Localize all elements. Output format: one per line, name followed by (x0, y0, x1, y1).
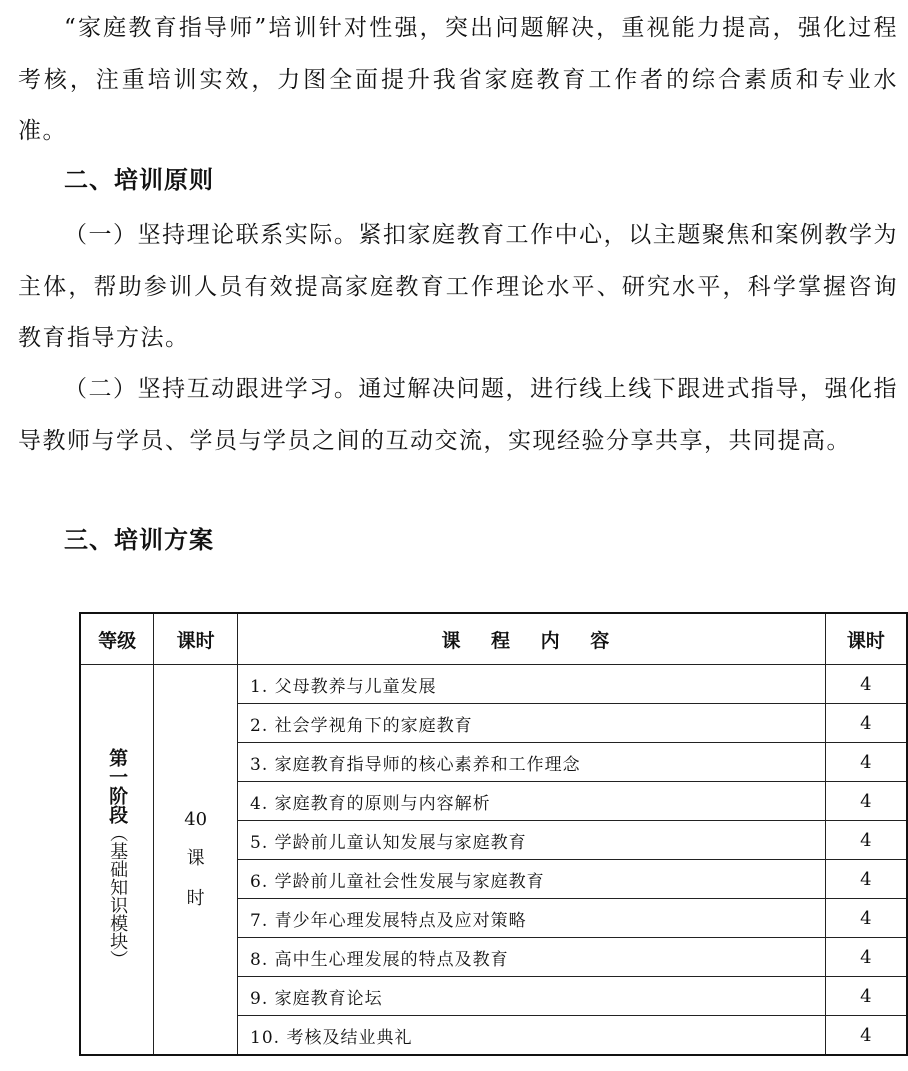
section-heading-principles: 二、培训原则 (64, 166, 214, 194)
hours-cell: 4 (825, 977, 907, 1016)
total-hours-unit-1: 课 (186, 848, 205, 869)
total-hours-unit-2: 时 (186, 888, 205, 909)
course-cell: 6. 学龄前儿童社会性发展与家庭教育 (238, 860, 826, 899)
training-plan-table (79, 612, 908, 1056)
header-total-hours: 课时 (154, 613, 238, 665)
header-course-content: 课 程 内 容 (238, 613, 826, 665)
header-level: 等级 (80, 613, 154, 665)
table-row (80, 665, 907, 704)
level-cell (80, 665, 154, 1056)
course-cell: 4. 家庭教育的原则与内容解析 (238, 782, 826, 821)
hours-cell: 4 (825, 665, 907, 704)
total-hours-number: 40 (184, 809, 208, 830)
hours-cell: 4 (825, 899, 907, 938)
level-main-label: 第一阶段 (106, 747, 129, 824)
hours-cell: 4 (825, 938, 907, 977)
section-heading-plan: 三、培训方案 (64, 526, 214, 554)
course-cell: 7. 青少年心理发展特点及应对策略 (238, 899, 826, 938)
level-sub-label: （基础知识模块） (107, 823, 129, 968)
principle-two-paragraph: （二）坚持互动跟进学习。通过解决问题，进行线上线下跟进式指导，强化指导教师与学员、学员与学员之间的互动交流，实现经验分享共享，共同提高。 (18, 376, 898, 454)
hours-cell: 4 (825, 743, 907, 782)
course-cell: 8. 高中生心理发展的特点及教育 (238, 938, 826, 977)
course-cell: 1. 父母教养与儿童发展 (238, 665, 826, 704)
course-cell: 2. 社会学视角下的家庭教育 (238, 704, 826, 743)
hours-cell: 4 (825, 1016, 907, 1056)
principle-one-paragraph: （一）坚持理论联系实际。紧扣家庭教育工作中心，以主题聚焦和案例教学为主体，帮助参训人员有效提高家庭教育工作理论水平、研究水平，科学掌握咨询教育指导方法。 (18, 222, 898, 351)
intro-paragraph: “家庭教育指导师”培训针对性强，突出问题解决，重视能力提高，强化过程考核，注重培训实效，力图全面提升我省家庭教育工作者的综合素质和专业水准。 (18, 15, 898, 144)
hours-cell: 4 (825, 782, 907, 821)
hours-cell: 4 (825, 704, 907, 743)
course-cell: 9. 家庭教育论坛 (238, 977, 826, 1016)
hours-cell: 4 (825, 821, 907, 860)
hours-cell: 4 (825, 860, 907, 899)
course-cell: 10. 考核及结业典礼 (238, 1016, 826, 1056)
table-header-row (80, 613, 907, 665)
course-cell: 5. 学龄前儿童认知发展与家庭教育 (238, 821, 826, 860)
course-cell: 3. 家庭教育指导师的核心素养和工作理念 (238, 743, 826, 782)
total-hours-cell (154, 665, 238, 1056)
header-hours: 课时 (825, 613, 907, 665)
